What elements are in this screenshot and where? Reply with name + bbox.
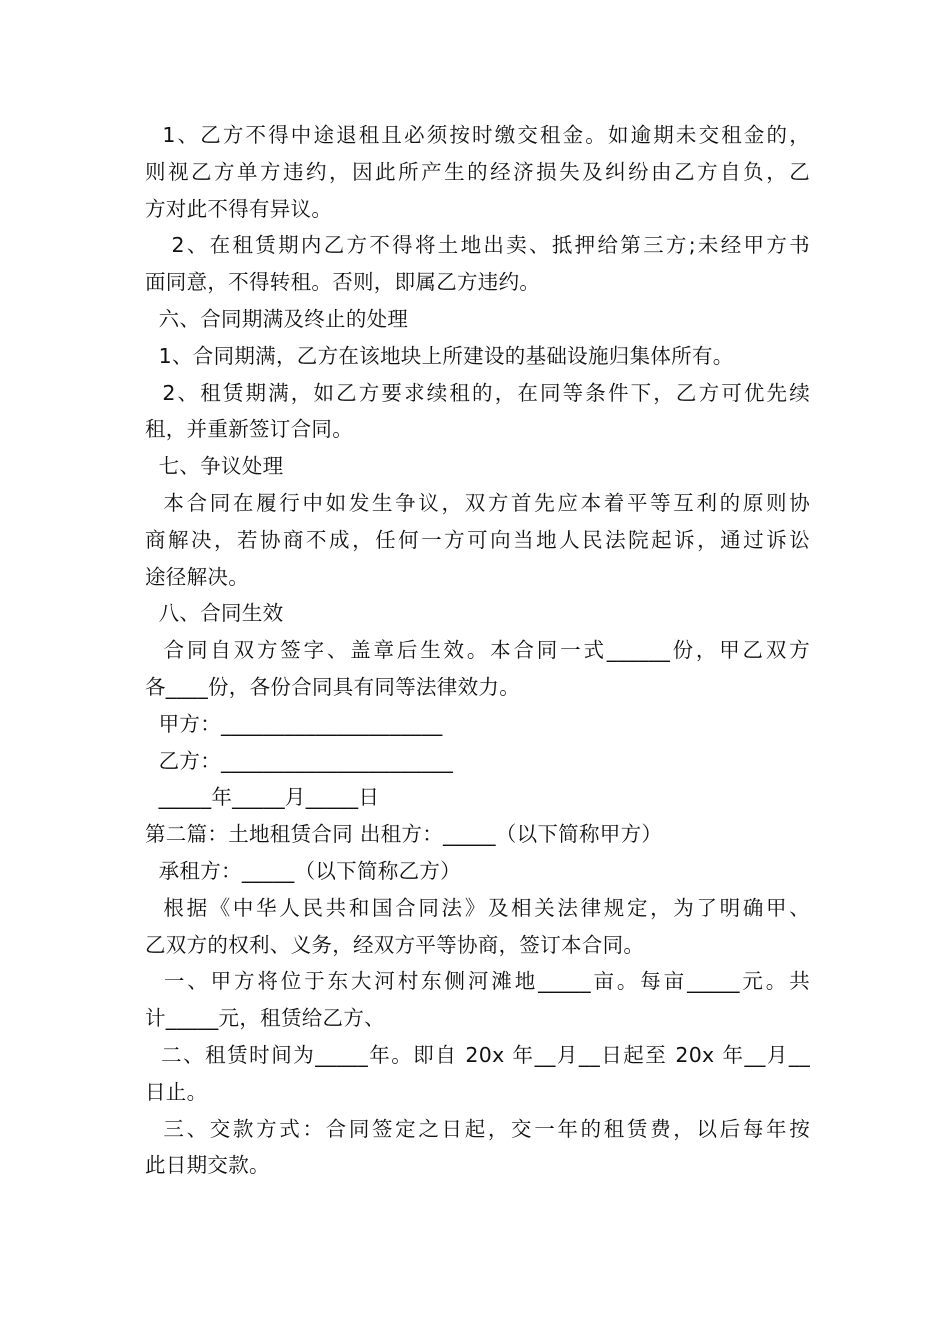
signature-party-b: 乙方：______________________	[145, 748, 454, 773]
text-line: 2、在租赁期内乙方不得将土地出卖、抵押给第三方;未经甲方书	[145, 233, 810, 258]
text-line: 2、租赁期满，如乙方要求续租的，在同等条件下，乙方可优先续	[145, 380, 810, 405]
document-body	[145, 117, 810, 1184]
section-heading: 八、合同生效	[145, 601, 284, 626]
text-line: 计_____元，租赁给乙方、	[145, 1006, 385, 1031]
text-line: 此日期交款。	[145, 1153, 270, 1178]
text-line: 本合同在履行中如发生争议，双方首先应本着平等互利的原则协	[145, 490, 810, 515]
text-line: 合同自双方签字、盖章后生效。本合同一式______份，甲乙双方	[145, 638, 810, 663]
text-line: 乙双方的权利、义务，经双方平等协商，签订本合同。	[145, 932, 645, 957]
signature-party-a: 甲方：_____________________	[145, 711, 443, 736]
text-line: 商解决，若协商不成，任何一方可向当地人民法院起诉，通过诉讼	[145, 527, 810, 552]
text-line: 承租方：_____（以下简称乙方）	[145, 858, 461, 883]
section-heading: 六、合同期满及终止的处理	[145, 306, 409, 331]
text-line: 三、交款方式：合同签定之日起，交一年的租赁费，以后每年按	[145, 1116, 810, 1141]
text-line: 则视乙方单方违约，因此所产生的经济损失及纠纷由乙方自负，乙	[145, 159, 810, 184]
text-line: 二、租赁时间为_____年。即自 20x 年__月__日起至 20x 年__月__	[145, 1042, 810, 1067]
text-line: 方对此不得有异议。	[145, 196, 333, 221]
text-line: 途径解决。	[145, 564, 249, 589]
signature-date: _____年_____月_____日	[145, 785, 380, 810]
text-line: 面同意，不得转租。否则，即属乙方违约。	[145, 270, 541, 295]
section-heading: 七、争议处理	[145, 454, 284, 479]
text-line: 1、合同期满，乙方在该地块上所建设的基础设施归集体所有。	[145, 343, 734, 368]
chapter-heading: 第二篇：土地租赁合同 出租方：_____（以下简称甲方）	[145, 822, 663, 847]
text-line: 各____份，各份合同具有同等法律效力。	[145, 674, 520, 699]
text-line: 租，并重新签订合同。	[145, 417, 353, 442]
text-line: 根据《中华人民共和国合同法》及相关法律规定，为了明确甲、	[145, 895, 810, 920]
text-line: 一、甲方将位于东大河村东侧河滩地_____亩。每亩_____元。共	[145, 969, 810, 994]
text-line: 日止。	[145, 1079, 208, 1104]
text-line: 1、乙方不得中途退租且必须按时缴交租金。如逾期未交租金的，	[145, 123, 810, 147]
